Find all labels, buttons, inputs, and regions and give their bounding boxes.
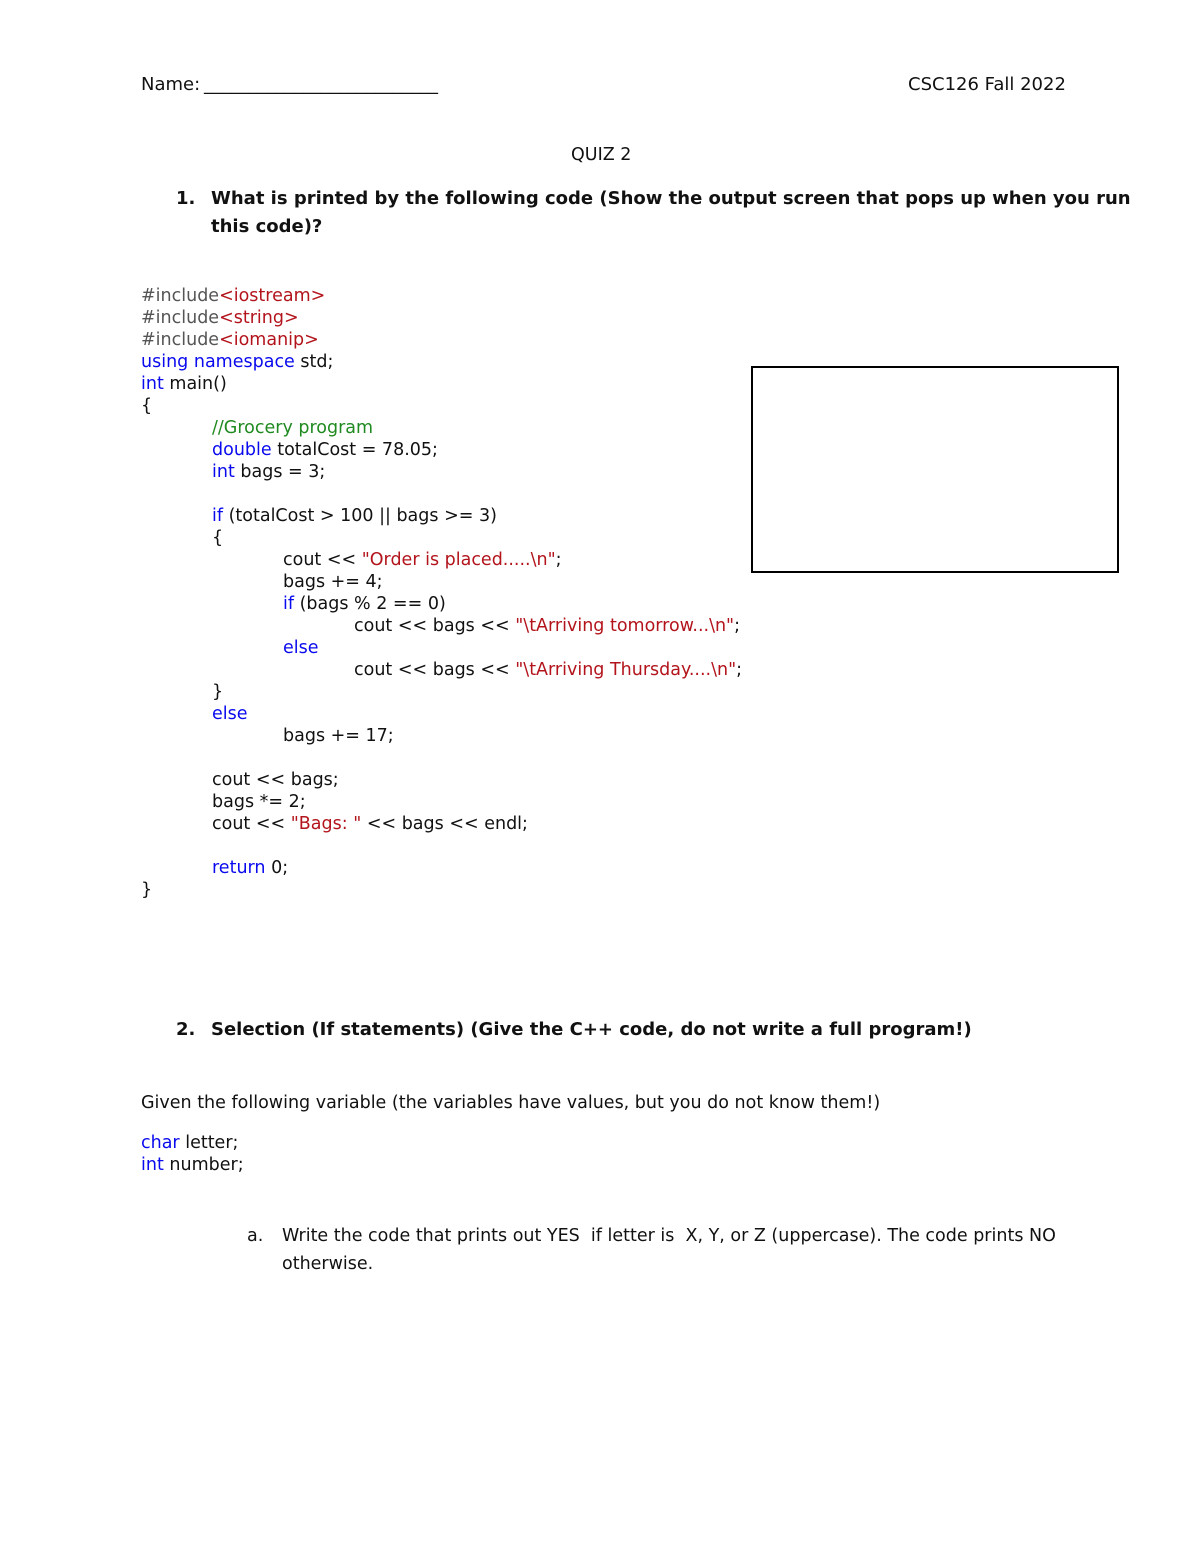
code-token: int bbox=[212, 462, 235, 482]
code-token: } bbox=[141, 880, 153, 900]
code-token: //Grocery program bbox=[212, 418, 374, 438]
name-blank: __________________________ bbox=[204, 74, 438, 95]
decl-char bbox=[141, 1133, 238, 1153]
code-token: { bbox=[212, 528, 224, 548]
int-rest: number; bbox=[163, 1155, 244, 1175]
code-line bbox=[141, 351, 742, 373]
code-line bbox=[141, 571, 742, 593]
code-token: else bbox=[212, 704, 248, 724]
code-token: << bags << endl; bbox=[361, 814, 528, 834]
code-token: bags *= 2; bbox=[212, 792, 306, 812]
code-token: cout << bbox=[283, 550, 362, 570]
course-label: CSC126 Fall 2022 bbox=[908, 74, 1066, 95]
code-token: #include bbox=[141, 330, 220, 350]
code-token: if bbox=[283, 594, 295, 614]
code-token: ; bbox=[734, 616, 741, 636]
quiz-title: QUIZ 2 bbox=[571, 145, 632, 165]
code-line bbox=[141, 681, 742, 703]
code-line bbox=[141, 439, 742, 461]
code-line bbox=[141, 879, 742, 901]
code-line bbox=[141, 703, 742, 725]
code-token: cout << bbox=[212, 814, 291, 834]
code-token: ; bbox=[555, 550, 562, 570]
code-line bbox=[141, 813, 742, 835]
code-line bbox=[141, 769, 742, 791]
code-token: if bbox=[212, 506, 224, 526]
q1-text-line1: What is printed by the following code (Show the output screen that pops up when you run bbox=[211, 188, 1131, 209]
q1-number: 1. bbox=[176, 188, 196, 209]
code-token: bags = 3; bbox=[234, 462, 326, 482]
code-token: double bbox=[212, 440, 272, 460]
code-token: "Bags: " bbox=[290, 814, 362, 834]
code-line bbox=[141, 725, 742, 747]
code-token: totalCost = 78.05; bbox=[271, 440, 438, 460]
decl-int bbox=[141, 1155, 244, 1175]
code-token: #include bbox=[141, 308, 220, 328]
code-token: using bbox=[141, 352, 189, 372]
q2-number: 2. bbox=[176, 1019, 196, 1040]
q1-text-line2: this code)? bbox=[211, 216, 323, 237]
code-token: ; bbox=[736, 660, 743, 680]
code-token: "Order is placed.....\n" bbox=[361, 550, 556, 570]
code-token: cout << bags; bbox=[212, 770, 339, 790]
code-token: (totalCost > 100 || bags >= 3) bbox=[223, 506, 497, 526]
code-line bbox=[141, 505, 742, 527]
code-line bbox=[141, 747, 742, 769]
answer-box[interactable] bbox=[751, 366, 1119, 573]
code-line bbox=[141, 593, 742, 615]
code-token: #include bbox=[141, 286, 220, 306]
code-token: else bbox=[283, 638, 319, 658]
part-a-line1: Write the code that prints out YES if letter is X, Y, or Z (uppercase). The code prints NO bbox=[282, 1226, 1056, 1246]
code-token: cout << bags << bbox=[354, 660, 516, 680]
code-line bbox=[141, 417, 742, 439]
code-line bbox=[141, 461, 742, 483]
code-token: namespace bbox=[193, 352, 295, 372]
q2-given-text: Given the following variable (the variables have values, but you do not know them!) bbox=[141, 1093, 881, 1113]
code-line bbox=[141, 791, 742, 813]
code-token: bags += 4; bbox=[283, 572, 383, 592]
code-token: <iostream> bbox=[219, 286, 326, 306]
code-line bbox=[141, 549, 742, 571]
code-token: 0; bbox=[265, 858, 289, 878]
code-line bbox=[141, 307, 742, 329]
code-token: { bbox=[141, 396, 153, 416]
code-token: "\tArriving tomorrow...\n" bbox=[515, 616, 735, 636]
q2-text: Selection (If statements) (Give the C++ code, do not write a full program!) bbox=[211, 1019, 972, 1040]
code-line bbox=[141, 373, 742, 395]
code-line bbox=[141, 615, 742, 637]
code-line bbox=[141, 329, 742, 351]
q1-code-block bbox=[141, 285, 742, 901]
code-line bbox=[141, 527, 742, 549]
code-line bbox=[141, 637, 742, 659]
char-rest: letter; bbox=[179, 1133, 239, 1153]
name-label: Name: bbox=[141, 74, 201, 95]
int-keyword: int bbox=[141, 1155, 164, 1175]
part-a-label: a. bbox=[247, 1226, 264, 1246]
code-line bbox=[141, 395, 742, 417]
code-token: bags += 17; bbox=[283, 726, 394, 746]
code-token: main() bbox=[163, 374, 227, 394]
part-a-line2: otherwise. bbox=[282, 1254, 374, 1274]
code-token: cout << bags << bbox=[354, 616, 516, 636]
code-token: (bags % 2 == 0) bbox=[294, 594, 446, 614]
code-line bbox=[141, 857, 742, 879]
code-token: <string> bbox=[219, 308, 299, 328]
char-keyword: char bbox=[141, 1133, 180, 1153]
code-token: int bbox=[141, 374, 164, 394]
code-token: std; bbox=[294, 352, 334, 372]
code-line bbox=[141, 835, 742, 857]
code-line bbox=[141, 285, 742, 307]
code-token: <iomanip> bbox=[219, 330, 319, 350]
code-line bbox=[141, 483, 742, 505]
code-token: } bbox=[212, 682, 224, 702]
code-token: "\tArriving Thursday....\n" bbox=[515, 660, 737, 680]
code-line bbox=[141, 659, 742, 681]
code-token: return bbox=[212, 858, 266, 878]
